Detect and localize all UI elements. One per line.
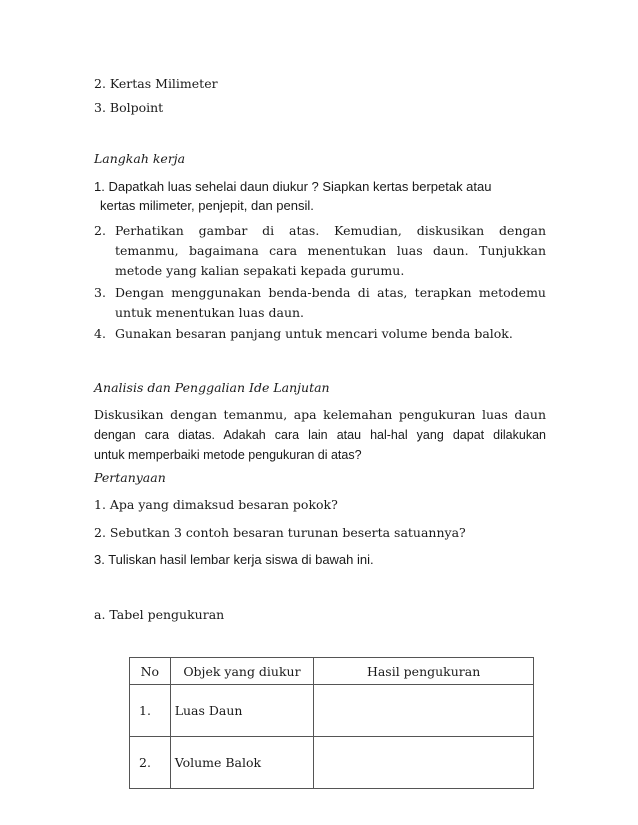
steps-heading: Langkah kerja bbox=[94, 151, 186, 166]
measurement-table bbox=[129, 657, 534, 789]
questions-heading: Pertanyaan bbox=[94, 470, 166, 485]
question-2: 2. Sebutkan 3 contoh besaran turunan beserta satuannya? bbox=[94, 525, 466, 540]
analysis-line-3: untuk memperbaiki metode pengukuran di atas? bbox=[94, 448, 362, 462]
row-2-no: 2. bbox=[130, 737, 171, 789]
row-2-result-cell[interactable] bbox=[314, 737, 534, 789]
table-header-row bbox=[130, 658, 534, 685]
step-4 bbox=[94, 324, 546, 344]
table-row bbox=[130, 685, 534, 737]
table-row bbox=[130, 737, 534, 789]
material-item-kertas-milimeter: 2. Kertas Milimeter bbox=[94, 76, 218, 91]
row-1-object: Luas Daun bbox=[170, 685, 314, 737]
analysis-heading: Analisis dan Penggalian Ide Lanjutan bbox=[94, 380, 330, 395]
step-2 bbox=[94, 221, 546, 281]
step-4-text: Gunakan besaran panjang untuk mencari volume benda balok. bbox=[115, 326, 513, 341]
step-4-number: 4. bbox=[94, 326, 106, 341]
step-1-line-2: kertas milimeter, penjepit, dan pensil. bbox=[100, 198, 314, 213]
question-1: 1. Apa yang dimaksud besaran pokok? bbox=[94, 497, 338, 512]
analysis-line-2: dengan cara diatas. Adakah cara lain atau hal-hal yang dapat dilakukan bbox=[94, 428, 546, 442]
row-1-result-cell[interactable] bbox=[314, 685, 534, 737]
header-object: Objek yang diukur bbox=[170, 658, 314, 685]
step-3 bbox=[94, 283, 546, 323]
row-1-no: 1. bbox=[130, 685, 171, 737]
analysis-line-1: Diskusikan dengan temanmu, apa kelemahan pengukuran luas daun bbox=[94, 407, 546, 422]
header-result: Hasil pengukuran bbox=[314, 658, 534, 685]
row-2-object: Volume Balok bbox=[170, 737, 314, 789]
step-2-number: 2. bbox=[94, 223, 106, 238]
header-no: No bbox=[130, 658, 171, 685]
material-item-bolpoint: 3. Bolpoint bbox=[94, 100, 164, 115]
step-3-number: 3. bbox=[94, 285, 106, 300]
step-3-text: Dengan menggunakan benda-benda di atas, terapkan metodemu untuk menentukan luas daun. bbox=[115, 285, 546, 320]
step-2-text: Perhatikan gambar di atas. Kemudian, diskusikan dengan temanmu, bagaimana cara menentukan luas daun. Tunjukkan metode yang kalian sepakati kepada gurumu. bbox=[115, 223, 546, 278]
question-3: 3. Tuliskan hasil lembar kerja siswa di bawah ini. bbox=[94, 552, 374, 567]
table-caption: a. Tabel pengukuran bbox=[94, 607, 225, 622]
step-1-line-1: 1. Dapatkah luas sehelai daun diukur ? Siapkan kertas berpetak atau bbox=[94, 179, 492, 194]
